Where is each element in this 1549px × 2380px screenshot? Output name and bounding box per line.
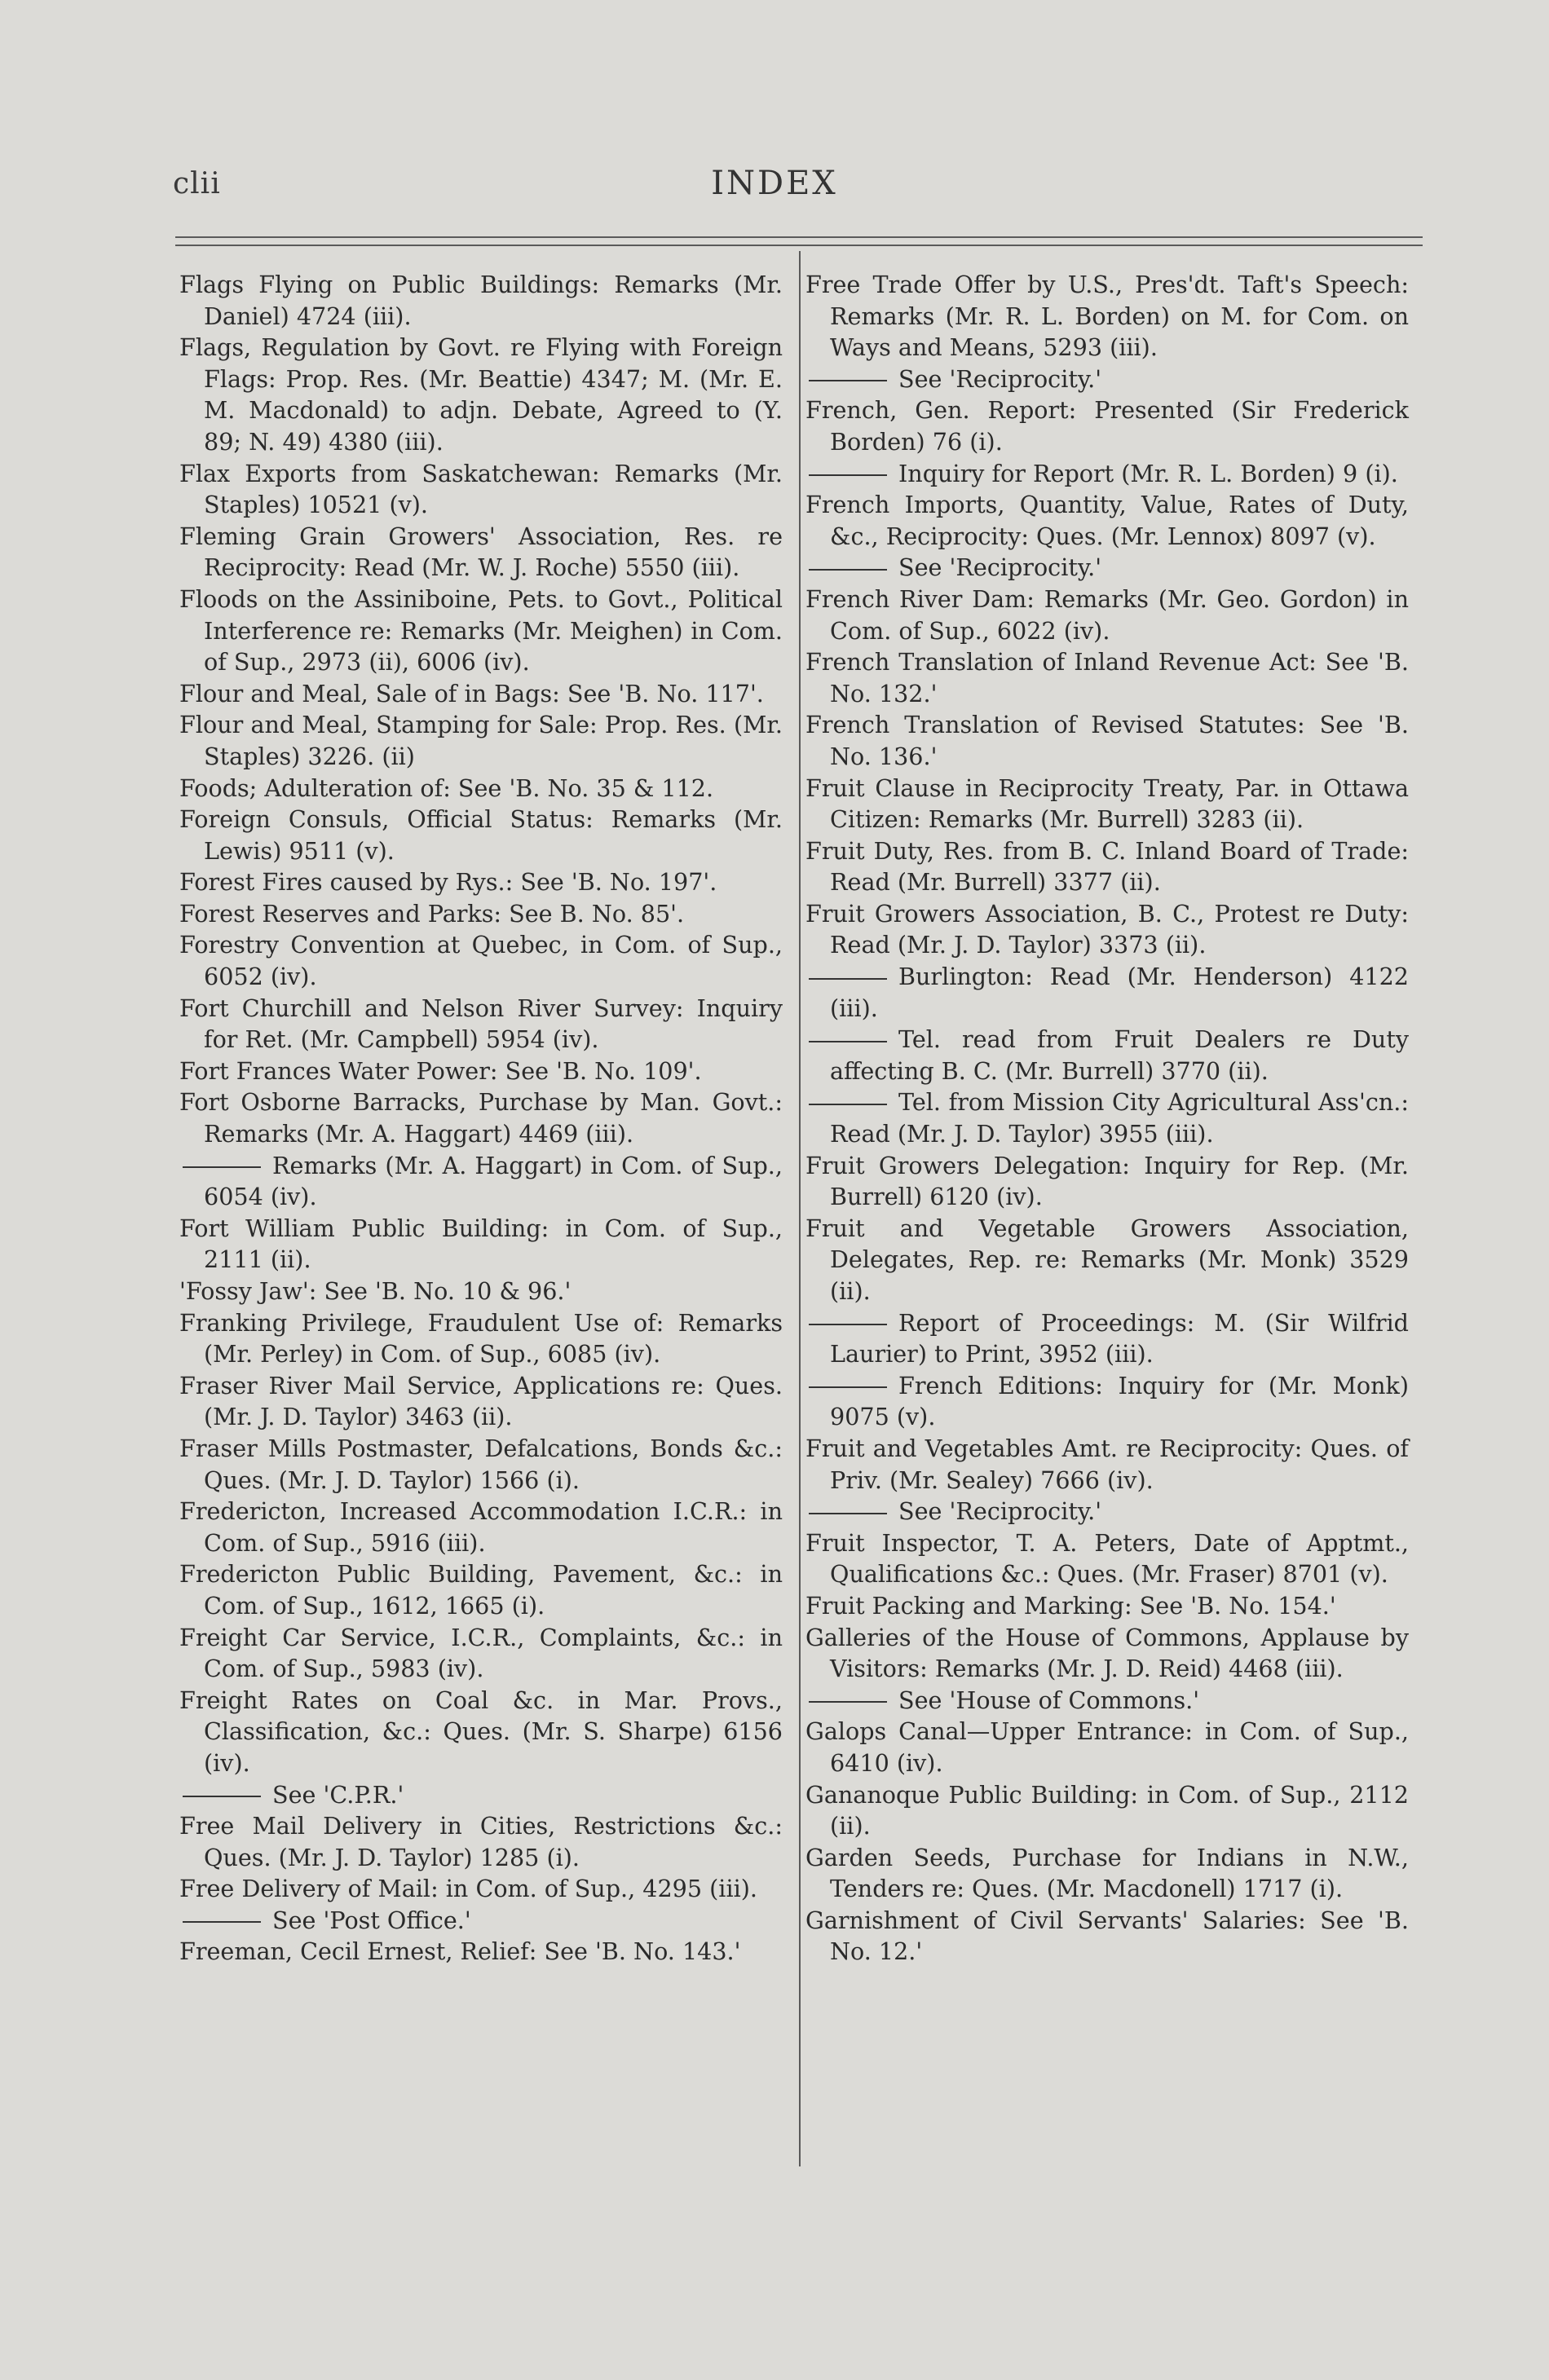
index-entry: Fruit Duty, Res. from B. C. Inland Board of Trade: Read (Mr. Burrell) 3377 (ii).: [805, 836, 1409, 897]
index-subentry: [805, 1307, 1409, 1370]
ditto-dash: [809, 978, 887, 980]
subentry-text: Report of Proceedings: M. (Sir Wilfrid Laurier) to Print, 3952 (iii).: [830, 1308, 1409, 1368]
index-entry: Galops Canal—Upper Entrance: in Com. of Sup., 6410 (iv).: [805, 1717, 1409, 1777]
index-entry: Franking Privilege, Fraudulent Use of: Remarks (Mr. Perley) in Com. of Sup., 6085 (iv).: [179, 1308, 783, 1368]
index-entry: Fruit and Vegetables Amt. re Reciprocity: Ques. of Priv. (Mr. Sealey) 7666 (iv).: [805, 1434, 1409, 1494]
index-subentry: [805, 458, 1409, 490]
header-rule: [175, 236, 1423, 238]
index-subentry: [805, 1086, 1409, 1149]
index-subentry: [179, 1779, 783, 1811]
subentry-text: Tel. from Mission City Agricultural Ass'cn.: Read (Mr. J. D. Taylor) 3955 (iii).: [830, 1088, 1409, 1148]
index-entry: Fruit Clause in Reciprocity Treaty, Par. in Ottawa Citizen: Remarks (Mr. Burrell) 3283 (ii).: [805, 774, 1409, 834]
index-subentry: [805, 1496, 1409, 1527]
index-entry: Flax Exports from Saskatchewan: Remarks (Mr. Staples) 10521 (v).: [179, 459, 783, 519]
index-entry: Garden Seeds, Purchase for Indians in N.W., Tenders re: Ques. (Mr. Macdonell) 1717 (i).: [805, 1843, 1409, 1903]
ditto-dash: [809, 1324, 887, 1325]
ditto-dash: [183, 1921, 261, 1923]
index-entry: French Translation of Inland Revenue Act: See 'B. No. 132.': [805, 648, 1409, 707]
index-entry: French Translation of Revised Statutes: See 'B. No. 136.': [805, 711, 1409, 770]
page-title: INDEX: [711, 165, 838, 202]
index-entry: Foreign Consuls, Official Status: Remarks (Mr. Lewis) 9511 (v).: [179, 805, 783, 865]
ditto-dash: [183, 1796, 261, 1797]
subentry-text: Burlington: Read (Mr. Henderson) 4122 (iii).: [830, 963, 1409, 1022]
ditto-dash: [809, 380, 887, 381]
index-entry: Forest Fires caused by Rys.: See 'B. No. 197'.: [179, 868, 717, 897]
index-entry: Free Trade Offer by U.S., Pres'dt. Taft's Speech: Remarks (Mr. R. L. Borden) on M. for Com. on Ways and Means, 5293 (iii).: [805, 271, 1409, 362]
index-subentry: [805, 364, 1409, 395]
index-entry: Fruit and Vegetable Growers Association, Delegates, Rep. re: Remarks (Mr. Monk) 3529 (ii).: [805, 1214, 1409, 1305]
subentry-text: Remarks (Mr. A. Haggart) in Com. of Sup., 6054 (iv).: [204, 1151, 783, 1211]
index-subentry: [179, 1905, 783, 1937]
index-entry: Fraser River Mail Service, Applications re: Ques. (Mr. J. D. Taylor) 3463 (ii).: [179, 1371, 783, 1431]
ditto-dash: [809, 1513, 887, 1514]
subentry-text: See 'Post Office.': [272, 1906, 471, 1934]
index-entry: Fort Osborne Barracks, Purchase by Man. Govt.: Remarks (Mr. A. Haggart) 4469 (iii).: [179, 1088, 783, 1148]
ditto-dash: [809, 1104, 887, 1105]
subentry-text: Inquiry for Report (Mr. R. L. Borden) 9 (i).: [898, 459, 1398, 487]
index-entry: Fort Churchill and Nelson River Survey: Inquiry for Ret. (Mr. Campbell) 5954 (iv).: [179, 994, 783, 1054]
index-entry: Fruit Inspector, T. A. Peters, Date of Apptmt., Qualifications &c.: Ques. (Mr. Fraser) 8701 (v).: [805, 1528, 1409, 1589]
index-entry: Foods; Adulteration of: See 'B. No. 35 & 112.: [179, 774, 714, 802]
subentry-text: See 'Reciprocity.': [898, 1497, 1102, 1526]
index-entry: Forest Reserves and Parks: See B. No. 85'.: [179, 899, 685, 928]
index-entry: Fraser Mills Postmaster, Defalcations, Bonds &c.: Ques. (Mr. J. D. Taylor) 1566 (i).: [179, 1434, 783, 1494]
index-entry: Freeman, Cecil Ernest, Relief: See 'B. No. 143.': [179, 1937, 741, 1966]
subentry-text: See 'House of Commons.': [898, 1686, 1200, 1714]
ditto-dash: [809, 1041, 887, 1042]
index-entry: Freight Car Service, I.C.R., Complaints, &c.: in Com. of Sup., 5983 (iv).: [179, 1623, 783, 1683]
index-entry: Fleming Grain Growers' Association, Res. re Reciprocity: Read (Mr. W. J. Roche) 5550 (iii).: [179, 522, 783, 582]
index-entry: Galleries of the House of Commons, Applause by Visitors: Remarks (Mr. J. D. Reid) 4468 (iii).: [805, 1623, 1409, 1683]
index-entry: French River Dam: Remarks (Mr. Geo. Gordon) in Com. of Sup., 6022 (iv).: [805, 584, 1409, 645]
ditto-dash: [809, 1386, 887, 1388]
index-entry: French, Gen. Report: Presented (Sir Frederick Borden) 76 (i).: [805, 396, 1409, 456]
index-entry: Fort Frances Water Power: See 'B. No. 109'.: [179, 1056, 702, 1085]
index-entry: Free Delivery of Mail: in Com. of Sup., 4295 (iii).: [179, 1875, 757, 1903]
index-entry: Garnishment of Civil Servants' Salaries: See 'B. No. 12.': [805, 1906, 1409, 1966]
index-entry: Free Mail Delivery in Cities, Restrictions &c.: Ques. (Mr. J. D. Taylor) 1285 (i).: [179, 1812, 783, 1871]
index-entry: Fredericton Public Building, Pavement, &c.: in Com. of Sup., 1612, 1665 (i).: [179, 1560, 783, 1620]
index-entry: Flour and Meal, Stamping for Sale: Prop. Res. (Mr. Staples) 3226. (ii): [179, 711, 783, 770]
index-subentry: [805, 1370, 1409, 1433]
index-entry: 'Fossy Jaw': See 'B. No. 10 & 96.': [179, 1277, 571, 1305]
page-number: clii: [173, 167, 221, 201]
index-subentry: [805, 552, 1409, 584]
index-entry: Gananoque Public Building: in Com. of Sup., 2112 (ii).: [805, 1780, 1409, 1840]
column-divider: [799, 251, 801, 2166]
index-subentry: [805, 1024, 1409, 1086]
index-subentry: [179, 1150, 783, 1213]
subentry-text: French Editions: Inquiry for (Mr. Monk) 9075 (v).: [830, 1371, 1409, 1431]
index-entry: French Imports, Quantity, Value, Rates of Duty, &c., Reciprocity: Ques. (Mr. Lennox) 8097 (v).: [805, 491, 1409, 550]
right-column: [805, 269, 1409, 1968]
index-subentry: [805, 1685, 1409, 1717]
subentry-text: See 'Reciprocity.': [898, 553, 1102, 582]
ditto-dash: [809, 569, 887, 571]
index-subentry: [805, 961, 1409, 1024]
index-entry: Flags Flying on Public Buildings: Remarks (Mr. Daniel) 4724 (iii).: [179, 271, 783, 330]
index-entry: Fruit Growers Association, B. C., Protest re Duty: Read (Mr. J. D. Taylor) 3373 (ii).: [805, 899, 1409, 959]
ditto-dash: [183, 1166, 261, 1168]
index-entry: Fort William Public Building: in Com. of Sup., 2111 (ii).: [179, 1214, 783, 1274]
index-entry: Fredericton, Increased Accommodation I.C.R.: in Com. of Sup., 5916 (iii).: [179, 1497, 783, 1557]
ditto-dash: [809, 474, 887, 476]
subentry-text: See 'C.P.R.': [272, 1780, 404, 1809]
header-rule-double: [175, 245, 1423, 246]
index-entry: Fruit Packing and Marking: See 'B. No. 154.': [805, 1591, 1336, 1620]
index-entry: Freight Rates on Coal &c. in Mar. Provs., Classification, &c.: Ques. (Mr. S. Sharpe) 6156 (iv).: [179, 1686, 783, 1777]
subentry-text: Tel. read from Fruit Dealers re Duty affecting B. C. (Mr. Burrell) 3770 (ii).: [830, 1025, 1409, 1085]
ditto-dash: [809, 1701, 887, 1703]
index-entry: Fruit Growers Delegation: Inquiry for Rep. (Mr. Burrell) 6120 (iv).: [805, 1151, 1409, 1211]
left-column: [179, 269, 783, 1968]
subentry-text: See 'Reciprocity.': [898, 364, 1102, 393]
index-entry: Flour and Meal, Sale of in Bags: See 'B. No. 117'.: [179, 679, 764, 707]
index-entry: Flags, Regulation by Govt. re Flying with Foreign Flags: Prop. Res. (Mr. Beattie) 4347; M. (Mr. E. M. Macdonald) to adjn. Debate, Agreed to (Y. 89; N. 49) 4380 (iii).: [179, 333, 783, 456]
index-entry: Forestry Convention at Quebec, in Com. of Sup., 6052 (iv).: [179, 931, 783, 991]
index-entry: Floods on the Assiniboine, Pets. to Govt., Political Interference re: Remarks (Mr. Meighen) in Com. of Sup., 2973 (ii), 6006 (iv).: [179, 584, 783, 677]
